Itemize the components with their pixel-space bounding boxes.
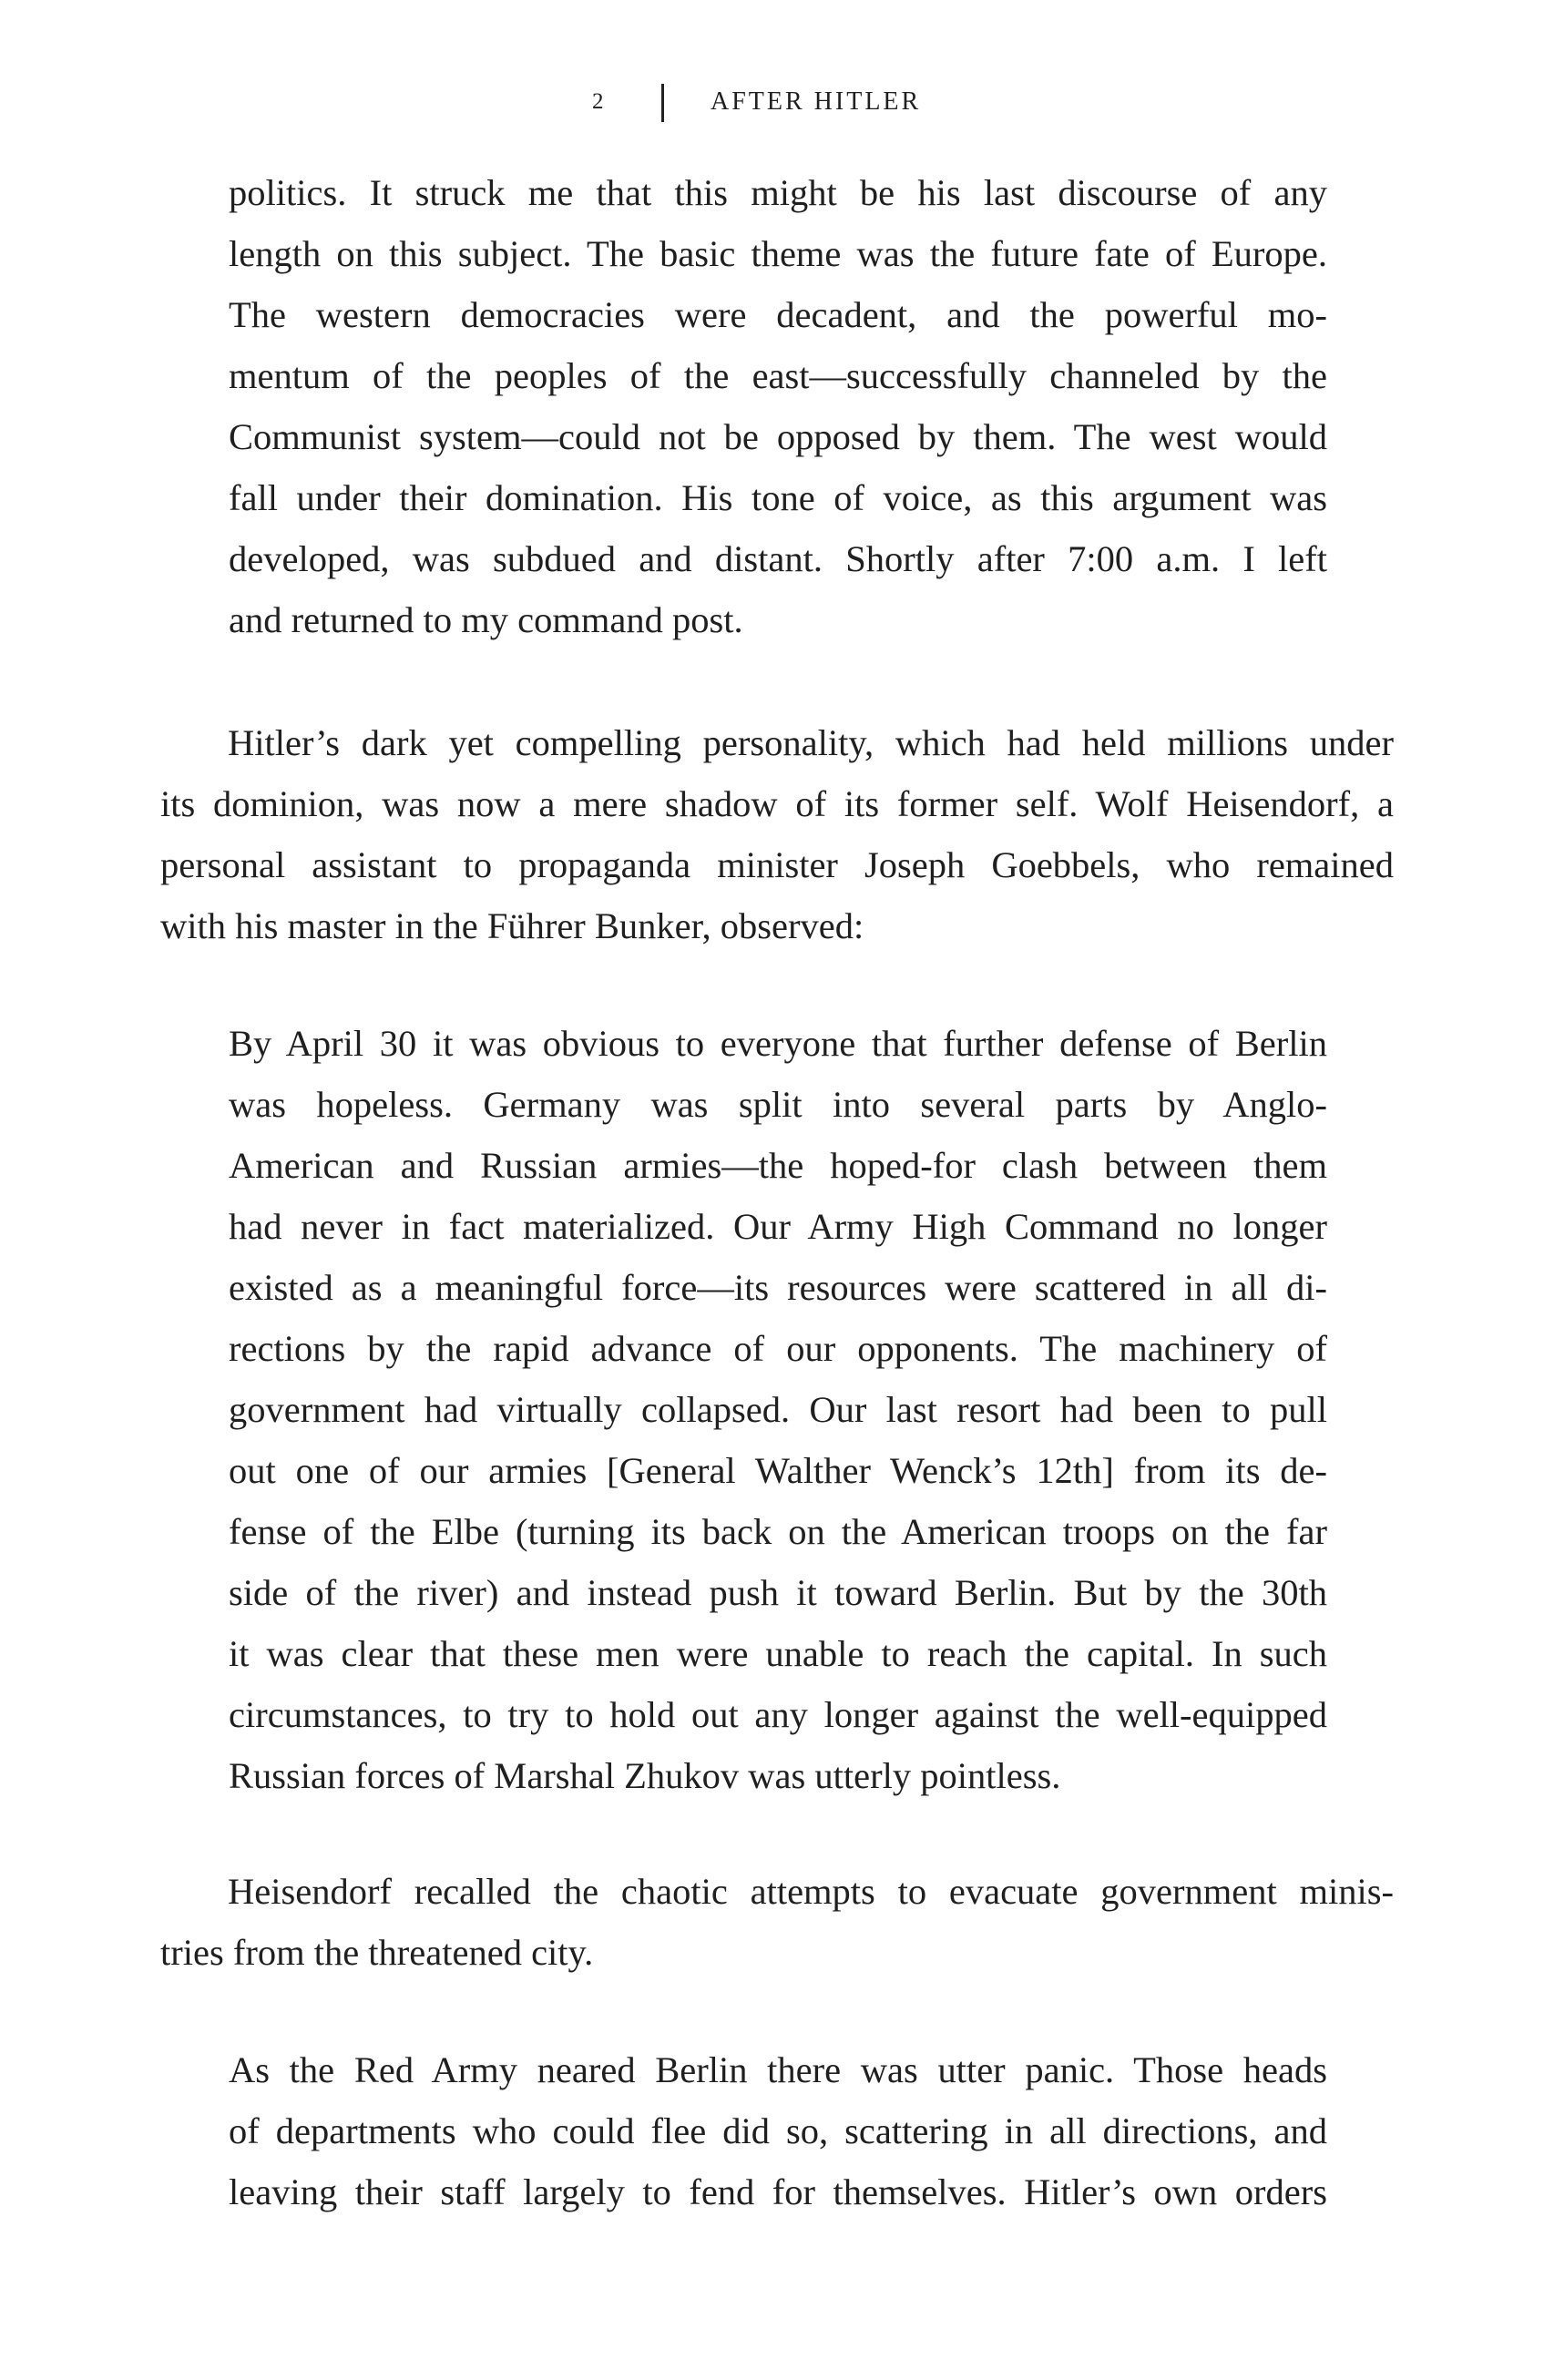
text-line: government had virtually collapsed. Our last resort had been to pull — [229, 1389, 1327, 1430]
block-quote-heisendorf — [229, 1013, 1327, 1806]
paragraph-continued — [229, 162, 1327, 650]
text-line: personal assistant to propaganda minister Joseph Goebbels, who remained — [160, 844, 1394, 885]
text-line: its dominion, was now a mere shadow of its former self. Wolf Heisendorf, a — [160, 783, 1394, 824]
text-line: rections by the rapid advance of our opponents. The machinery of — [229, 1328, 1327, 1369]
text-line: out one of our armies [General Walther Wenck’s 12th] from its de- — [229, 1450, 1327, 1491]
running-head — [0, 84, 1544, 122]
text-line: tries from the threatened city. — [160, 1932, 594, 1973]
text-line: By April 30 it was obvious to everyone that further defense of Berlin — [229, 1023, 1327, 1064]
text-line: Hitler’s dark yet compelling personality, which had held millions under — [228, 722, 1394, 763]
paragraph-hitler-personality — [160, 712, 1394, 956]
text-line: it was clear that these men were unable to reach the capital. In such — [229, 1633, 1327, 1674]
text-line: Russian forces of Marshal Zhukov was utterly pointless. — [229, 1755, 1061, 1796]
text-line: developed, was subdued and distant. Shortly after 7:00 a.m. I left — [229, 538, 1327, 579]
text-line: and returned to my command post. — [229, 599, 743, 640]
text-line: American and Russian armies—the hoped-for clash between them — [229, 1145, 1327, 1186]
text-line: Communist system—could not be opposed by them. The west would — [229, 416, 1327, 457]
page-number: 2 — [592, 89, 605, 114]
text-line: length on this subject. The basic theme was the future fate of Europe. — [229, 233, 1327, 274]
text-line: leaving their staff largely to fend for themselves. Hitler’s own orders — [229, 2171, 1327, 2212]
book-title: AFTER HITLER — [711, 87, 922, 116]
text-line: Heisendorf recalled the chaotic attempts to evacuate government minis- — [228, 1871, 1394, 1912]
header-divider — [661, 84, 664, 122]
block-quote-red-army — [229, 2039, 1327, 2222]
text-line: fall under their domination. His tone of voice, as this argument was — [229, 477, 1327, 518]
text-line: had never in fact materialized. Our Army High Command no longer — [229, 1206, 1327, 1247]
text-line: of departments who could flee did so, scattering in all directions, and — [229, 2110, 1327, 2151]
text-line: existed as a meaningful force—its resources were scattered in all di- — [229, 1267, 1327, 1308]
paragraph-evacuation — [160, 1861, 1394, 1983]
text-line: side of the river) and instead push it toward Berlin. But by the 30th — [229, 1572, 1327, 1613]
text-line: was hopeless. Germany was split into several parts by Anglo- — [229, 1084, 1327, 1125]
text-line: mentum of the peoples of the east—successfully channeled by the — [229, 355, 1327, 396]
text-line: with his master in the Führer Bunker, observed: — [160, 905, 864, 946]
text-line: circumstances, to try to hold out any longer against the well-equipped — [229, 1694, 1327, 1735]
text-line: fense of the Elbe (turning its back on the American troops on the far — [229, 1511, 1327, 1552]
text-line: The western democracies were decadent, and the powerful mo- — [229, 294, 1327, 335]
text-line: As the Red Army neared Berlin there was utter panic. Those heads — [229, 2049, 1327, 2090]
text-line: politics. It struck me that this might be his last discourse of any — [229, 172, 1327, 213]
